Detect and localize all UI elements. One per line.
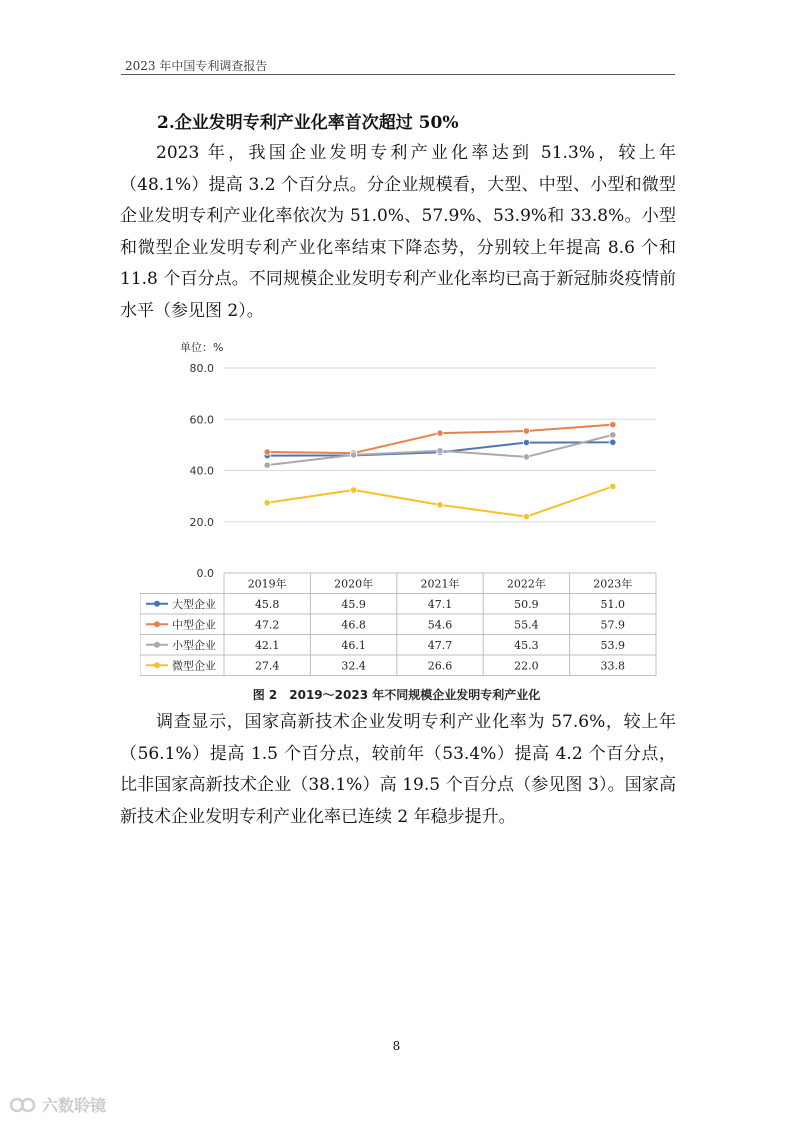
legend-key-marker [154,621,160,627]
data-label: 45.8 [254,597,280,611]
paragraph-1: 2023 年，我国企业发明专利产业化率达到 51.3%，较上年（48.1%）提高 3.2 个百分点。分企业规模看，大型、中型、小型和微型企业发明专利产业化率依次为 51.0%、57.9%、53.9%和 33.8%。小型和微型企业发明专利产业化率结束下降态势，分别较上年提高 8.6 个和 11.8 个百分点。不同规模企业发明专利产业化率均已高于新冠肺炎疫情前水平（参见图 2）。 [120,143,676,321]
legend-label: 中型企业 [172,618,216,632]
data-label: 42.1 [254,638,280,652]
data-point [523,428,529,434]
watermark [10,1093,106,1116]
legend-key-marker [154,642,160,648]
data-label: 46.1 [341,638,366,652]
data-label: 45.9 [341,597,366,611]
logo-mark-icon [10,1096,36,1114]
data-label: 47.2 [254,618,280,632]
x-tick-label: 2023年 [593,577,633,591]
chart-unit-label: 单位：% [180,341,224,354]
running-header: 2023 年中国专利调查报告 [125,59,268,73]
data-point [350,452,356,458]
data-point [437,430,443,436]
data-point [610,432,616,438]
figure-caption: 图 2 2019～2023 年不同规模企业发明专利产业化 [252,688,541,702]
x-tick-label: 2021年 [420,577,460,591]
legend-label: 微型企业 [172,659,216,673]
data-label: 54.6 [427,618,453,632]
page-number: 8 [392,1039,401,1053]
y-tick-label: 20.0 [189,515,214,529]
data-label: 50.9 [514,597,539,611]
legend-key-marker [154,662,160,668]
y-tick-label: 80.0 [189,362,214,375]
data-label: 57.9 [600,618,626,632]
data-point [437,448,443,454]
line-chart [140,333,660,678]
data-label: 32.4 [341,659,366,673]
data-label: 22.0 [514,659,539,673]
data-label: 33.8 [600,659,626,673]
header-divider [121,74,675,75]
data-point [264,500,270,506]
data-label: 47.1 [427,597,453,611]
watermark-text: 六数聆镜 [42,1096,107,1115]
data-label: 51.0 [600,597,626,611]
data-point [523,513,529,519]
paragraph-2: 调查显示，国家高新技术企业发明专利产业化率为 57.6%，较上年（56.1%）提高 1.5 个百分点，较前年（53.4%）提高 4.2 个百分点，比非国家高新技术企业（38.1%）高 19.5 个百分点（参见图 3）。国家高新技术企业发明专利产业化率已连续 2 年稳步提升。 [120,712,676,827]
data-point [437,502,443,508]
x-tick-label: 2020年 [334,577,374,591]
data-point [264,462,270,468]
data-point [610,421,616,427]
section-heading: 2.企业发明专利产业化率首次超过 50% [157,113,459,133]
data-label: 47.7 [427,638,453,652]
data-label: 27.4 [254,659,280,673]
data-point [523,454,529,460]
x-tick-label: 2019年 [247,577,287,591]
data-point [610,483,616,489]
data-point [523,439,529,445]
legend-key-marker [154,601,160,607]
data-label: 55.4 [514,618,539,632]
y-tick-label: 60.0 [189,413,214,427]
data-label: 26.6 [427,659,453,673]
data-label: 46.8 [341,618,366,632]
data-point [264,449,270,455]
data-label: 53.9 [600,638,626,652]
data-point [350,487,356,493]
data-label: 45.3 [514,638,539,652]
y-tick-label: 0.0 [196,567,214,580]
x-tick-label: 2022年 [506,577,546,591]
legend-label: 大型企业 [172,597,216,611]
y-tick-label: 40.0 [189,464,214,478]
data-point [610,439,616,445]
legend-label: 小型企业 [172,638,216,652]
